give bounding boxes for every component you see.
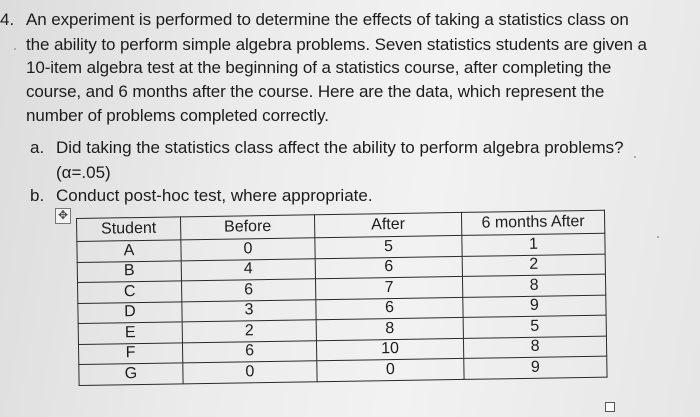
- cell-before: 2: [182, 320, 316, 343]
- cell-before: 6: [182, 340, 316, 363]
- paper-speck: [634, 156, 636, 158]
- question-line-4: course, and 6 months after the course. Here are the data, which represent the: [26, 82, 605, 101]
- paper-speck: [657, 236, 659, 238]
- question-line-3: 10-item algebra test at the beginning of a statistics course, after completing the: [26, 58, 612, 77]
- paper-speck: [14, 48, 16, 50]
- question-line-2: the ability to perform simple algebra problems. Seven statistics students are given a: [26, 35, 647, 54]
- cell-after: 6: [316, 297, 463, 320]
- question-line-1: An experiment is performed to determine the effects of taking a statistics class on: [26, 10, 629, 29]
- part-b-label: b.: [30, 186, 45, 205]
- cell-after: 8: [316, 317, 463, 340]
- cell-after: 0: [317, 358, 464, 381]
- cell-before: 6: [182, 279, 316, 302]
- cell-before: 4: [181, 258, 315, 281]
- cell-6-months: 8: [463, 336, 606, 359]
- cell-student: D: [78, 301, 182, 323]
- part-a: [30, 138, 624, 158]
- cell-before: 0: [183, 361, 317, 384]
- cell-student: E: [78, 322, 182, 344]
- move-icon[interactable]: ✥: [55, 208, 71, 224]
- question-number: 4.: [0, 10, 15, 29]
- alpha-text: (α=.05): [56, 163, 111, 182]
- part-a-text: Did taking the statistics class affect the ability to perform algebra problems?: [56, 138, 624, 157]
- resize-icon[interactable]: [605, 402, 615, 412]
- cell-6-months: 9: [464, 356, 607, 379]
- header-before: Before: [180, 215, 314, 240]
- cell-6-months: 8: [462, 274, 605, 297]
- cell-6-months: 5: [463, 315, 606, 338]
- header-6-months-after: 6 months After: [461, 210, 604, 235]
- part-b-text: Conduct post-hoc test, where appropriate.: [56, 186, 373, 205]
- part-a-alpha: [56, 163, 111, 183]
- cell-before: 3: [182, 299, 316, 322]
- header-student: Student: [77, 217, 181, 242]
- cell-after: 7: [315, 276, 462, 299]
- cell-6-months: 2: [462, 254, 605, 277]
- cell-after: 6: [315, 256, 462, 279]
- data-table: [76, 210, 608, 386]
- cell-6-months: 1: [462, 233, 605, 256]
- cell-before: 0: [181, 238, 315, 261]
- cell-student: G: [79, 363, 183, 385]
- cell-student: B: [77, 260, 181, 282]
- cell-student: A: [77, 240, 181, 262]
- cell-student: F: [78, 342, 182, 364]
- part-b: [30, 186, 373, 206]
- cell-after: 10: [316, 338, 463, 361]
- part-a-label: a.: [30, 138, 45, 157]
- cell-6-months: 9: [463, 295, 606, 318]
- header-after: After: [314, 212, 461, 237]
- question-line-5: number of problems completed correctly.: [26, 106, 329, 125]
- cell-after: 5: [315, 235, 462, 258]
- cell-student: C: [78, 281, 182, 303]
